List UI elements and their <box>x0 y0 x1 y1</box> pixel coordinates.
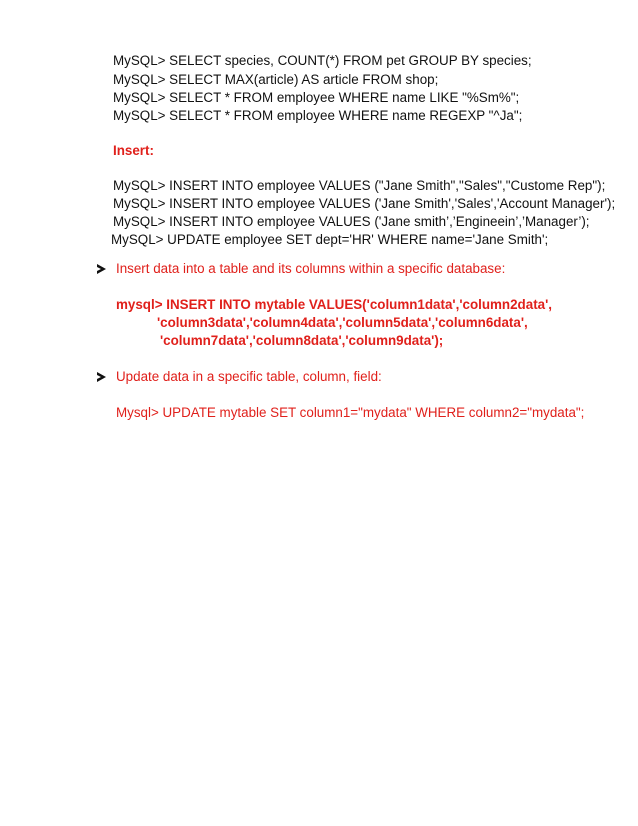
query-example-line: MySQL> SELECT * FROM employee WHERE name REGEXP "^Ja"; <box>113 108 523 123</box>
bullet-update-description: Update data in a specific table, column, field: <box>116 369 382 384</box>
query-example-line: MySQL> SELECT * FROM employee WHERE name LIKE "%Sm%"; <box>113 90 520 105</box>
query-example-line: MySQL> SELECT species, COUNT(*) FROM pet GROUP BY species; <box>113 53 532 68</box>
update-example-line: MySQL> UPDATE employee SET dept='HR' WHERE name='Jane Smith'; <box>111 232 549 247</box>
insert-heading: Insert: <box>113 143 154 158</box>
insert-code-line: 'column7data','column8data','column9data'); <box>160 333 444 348</box>
insert-code-line: mysql> INSERT INTO mytable VALUES('column1data','column2data', <box>116 297 552 312</box>
insert-code-line: 'column3data','column4data','column5data','column6data', <box>157 315 528 330</box>
insert-example-line: MySQL> INSERT INTO employee VALUES ("Jane Smith","Sales","Custome Rep"); <box>113 178 606 193</box>
arrow-bullet-icon <box>97 372 106 382</box>
insert-example-line: MySQL> INSERT INTO employee VALUES ('Jane Smith','Sales','Account Manager'); <box>113 196 616 211</box>
update-code-line: Mysql> UPDATE mytable SET column1="mydata" WHERE column2="mydata"; <box>116 405 585 420</box>
query-example-line: MySQL> SELECT MAX(article) AS article FROM shop; <box>113 72 439 87</box>
bullet-insert-description: Insert data into a table and its columns within a specific database: <box>116 261 506 276</box>
arrow-bullet-icon <box>97 264 106 274</box>
insert-example-line: MySQL> INSERT INTO employee VALUES ('Jane smith’,’Engineein’,’Manager’); <box>113 214 590 229</box>
